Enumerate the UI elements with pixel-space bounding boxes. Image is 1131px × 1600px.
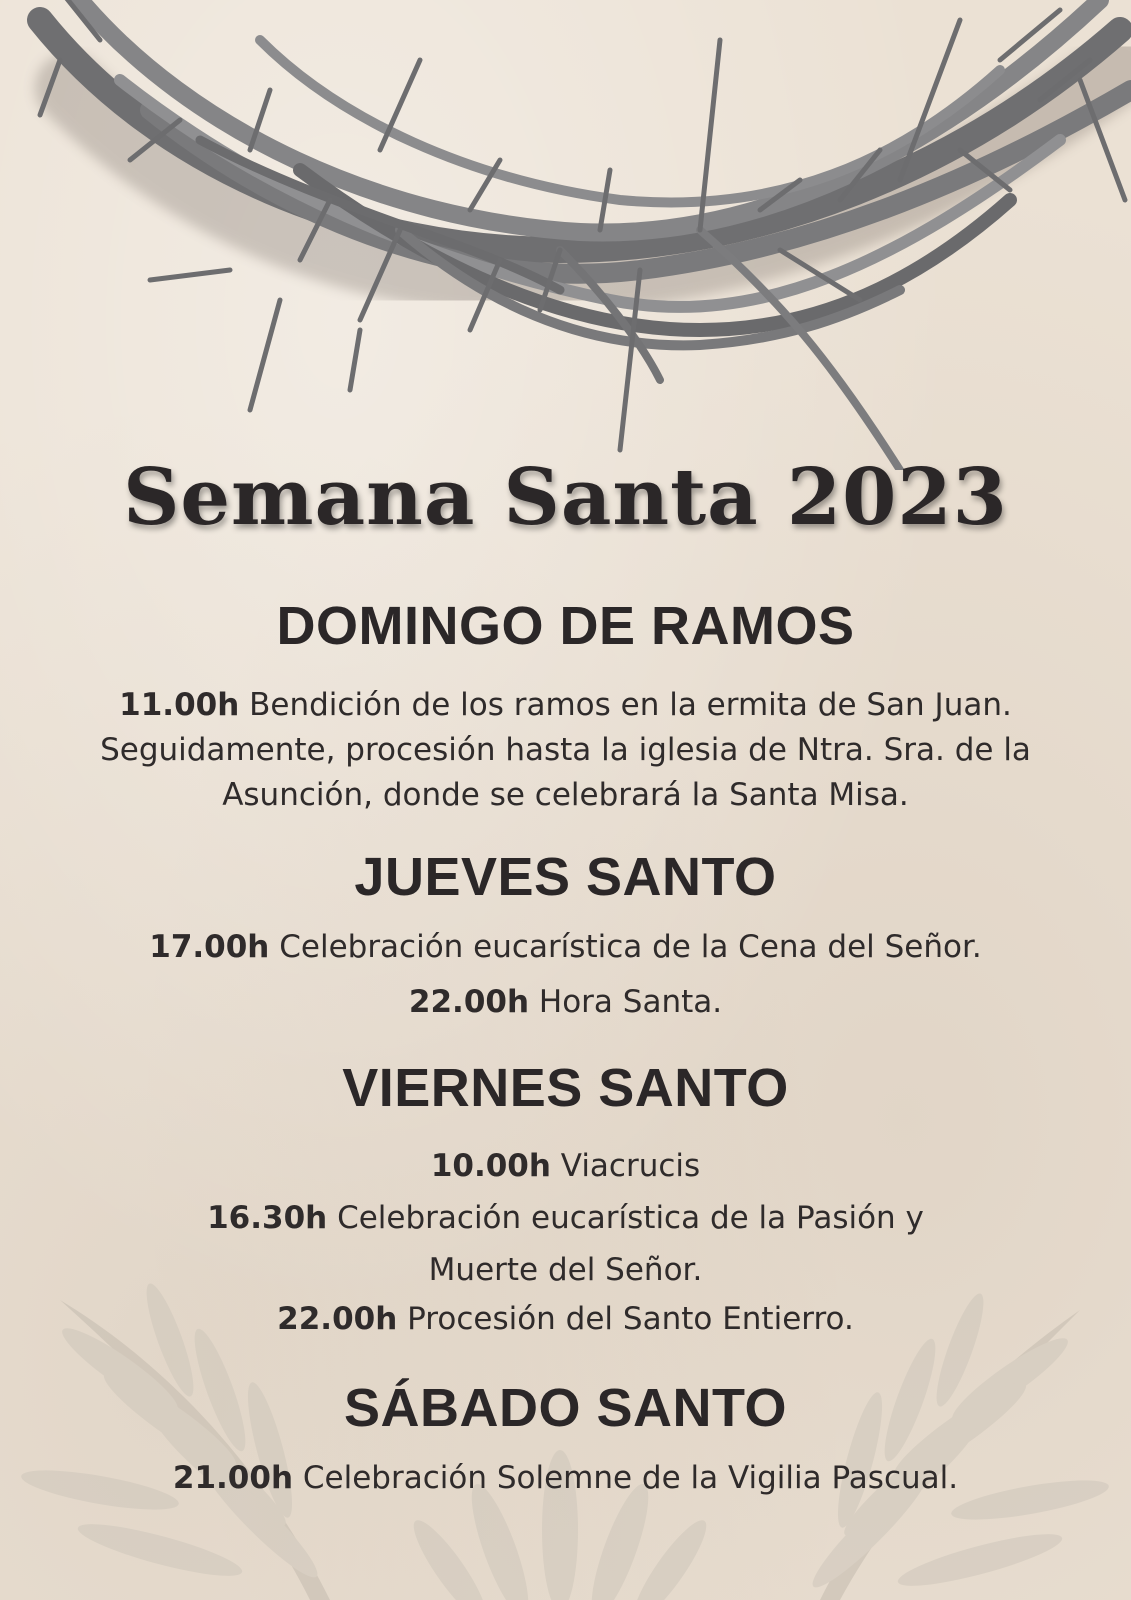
crown-of-thorns-illustration xyxy=(0,0,1131,470)
section-heading-jueves-santo: JUEVES SANTO xyxy=(354,847,777,907)
event-time: 10.00h xyxy=(430,1148,551,1184)
event-time: 21.00h xyxy=(172,1460,294,1496)
event-sabado-1 xyxy=(0,1456,1131,1500)
event-jueves-1 xyxy=(0,925,1131,969)
event-viernes-2 xyxy=(0,1196,1131,1240)
section-heading-sabado-santo: SÁBADO SANTO xyxy=(343,1378,788,1438)
event-text: Hora Santa. xyxy=(538,984,723,1020)
event-viernes-2-continued xyxy=(0,1248,1131,1292)
event-viernes-3 xyxy=(0,1297,1131,1341)
event-text: Bendición de los ramos en la ermita de San Juan. Seguidamente, procesión hasta la iglesia de Ntra. Sra. de la Asunción, donde se celebrará la Santa Misa. xyxy=(100,687,1031,813)
event-text: Procesión del Santo Entierro. xyxy=(407,1301,854,1337)
event-time: 16.30h xyxy=(207,1200,328,1236)
event-text: Viacrucis xyxy=(560,1148,701,1184)
event-jueves-2 xyxy=(0,980,1131,1024)
event-time: 17.00h xyxy=(149,929,270,965)
event-time: 22.00h xyxy=(277,1301,398,1337)
section-heading-viernes-santo: VIERNES SANTO xyxy=(342,1058,789,1118)
poster-title: Semana Santa 2023 xyxy=(123,452,1008,543)
section-heading-domingo-de-ramos: DOMINGO DE RAMOS xyxy=(276,596,855,656)
event-text: Celebración eucarística de la Pasión y xyxy=(337,1200,924,1236)
event-time: 11.00h xyxy=(119,687,240,723)
event-viernes-1 xyxy=(0,1144,1131,1188)
event-domingo-1 xyxy=(100,683,1031,818)
event-time: 22.00h xyxy=(408,984,530,1020)
event-text: Muerte del Señor. xyxy=(428,1252,703,1288)
event-text: Celebración eucarística de la Cena del Señor. xyxy=(279,929,982,965)
event-text: Celebración Solemne de la Vigilia Pascual. xyxy=(302,1460,959,1496)
